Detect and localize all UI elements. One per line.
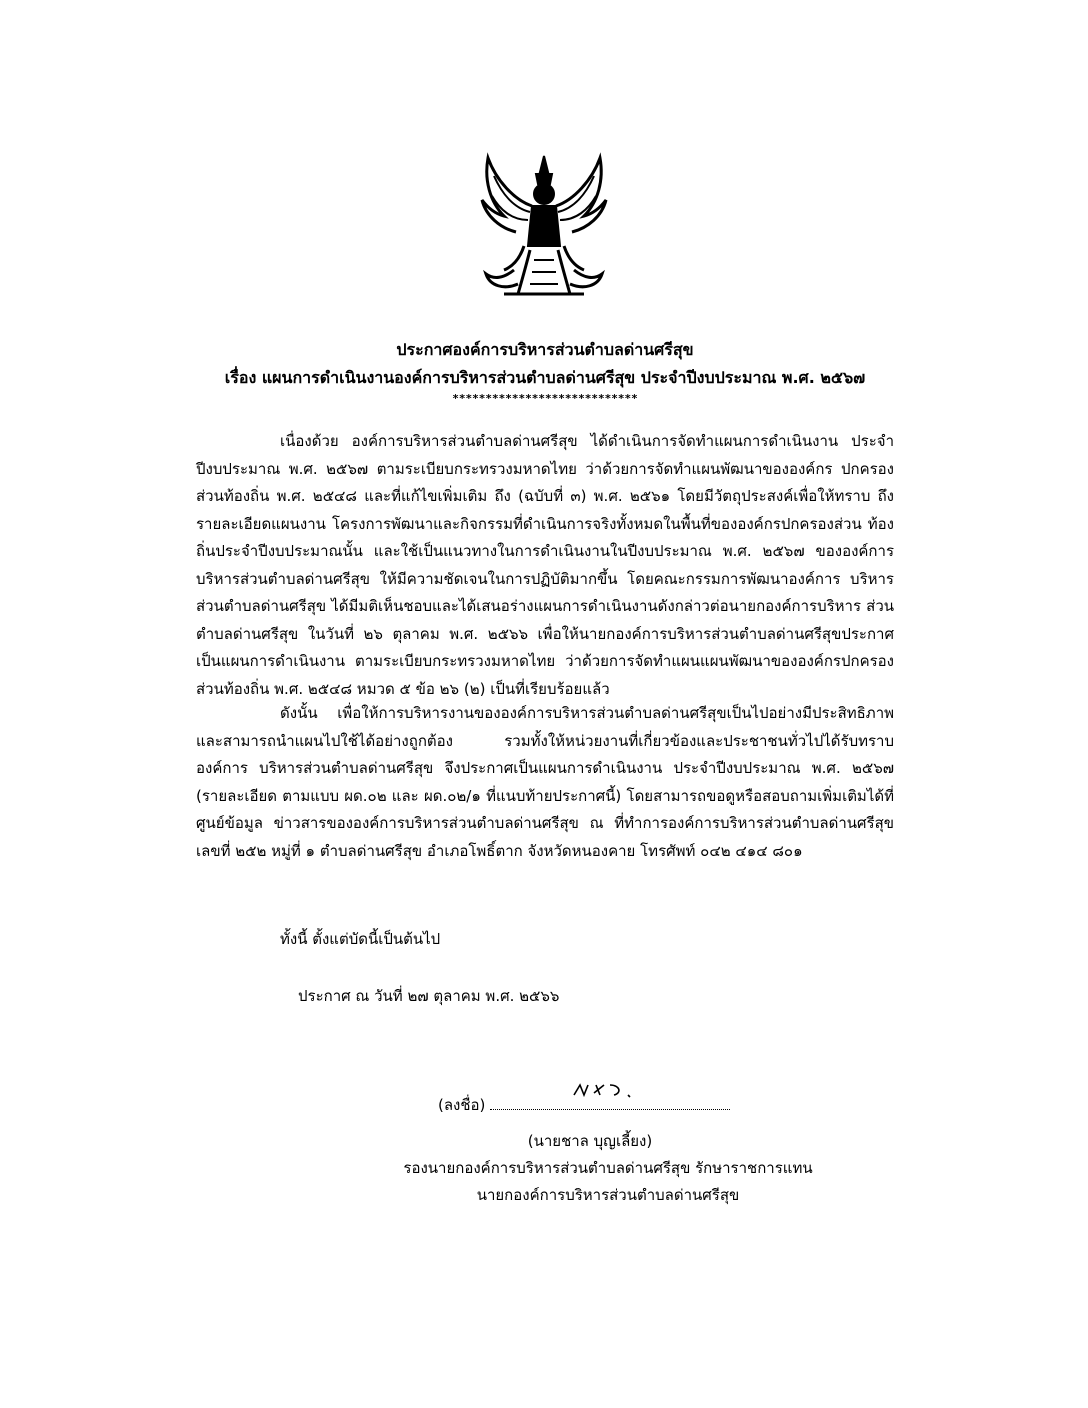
signature-dotted-line [490,1093,730,1110]
announcement-subject: เรื่อง แผนการดำเนินงานองค์การบริหารส่วนตำบลด่านศรีสุข ประจำปีงบประมาณ พ.ศ. ๒๕๖๗ [224,368,866,387]
announce-date: ประกาศ ณ วันที่ ๒๗ ตุลาคม พ.ศ. ๒๕๖๖ [298,987,560,1005]
body-paragraph-2: ดังนั้น เพื่อให้การบริหารงานขององค์การบริหารส่วนตำบลด่านศรีสุขเป็นไปอย่างมีประสิทธิภาพ และสามารถนำแผนไปใช้ได้อย่างถูกต้อง รวมทั้งให้หน่วยงานที่เกี่ยวข้องและประชาชนทั่วไปได้รับทราบ องค์การ บริหารส่วนตำบลด่านศรีสุข จึงประกาศเป็นแผนการดำเนินงาน ประจำปีงบประมาณ พ.ศ. ๒๕๖๗ (รายละเอียด ตามแบบ ผด.๐๒ และ ผด.๐๒/๑ ที่แนบท้ายประกาศนี้) โดยสามารถขอดูหรือสอบถามเพิ่มเติมได้ที่ศูนย์ข้อมูล ข่าวสารขององค์การบริหารส่วนตำบลด่านศรีสุข ณ ที่ทำการองค์การบริหารส่วนตำบลด่านศรีสุข เลขที่ ๒๕๒ หมู่ที่ ๑ ตำบลด่านศรีสุข อำเภอโพธิ์ตาก จังหวัดหนองคาย โทรศัพท์ ๐๔๒ ๔๑๔ ๘๐๑ [196,704,894,860]
separator-stars: **************************** [452,392,638,405]
body-paragraph-3: ทั้งนี้ ตั้งแต่บัดนี้เป็นต้นไป [280,930,441,948]
garuda-emblem-icon [474,150,614,300]
sign-label: (ลงชื่อ) [438,1096,486,1114]
announcement-title: ประกาศองค์การบริหารส่วนตำบลด่านศรีสุข [396,340,694,359]
handwritten-signature-icon [570,1079,650,1101]
signer-position-2: นายกองค์การบริหารส่วนตำบลด่านศรีสุข [476,1186,740,1204]
signature-line [438,1092,738,1118]
signer-position: รองนายกองค์การบริหารส่วนตำบลด่านศรีสุข รักษาราชการแทน [403,1159,813,1177]
signer-name: (นายชาล บุญเลี้ยง) [527,1132,653,1150]
body-paragraph-1: เนื่องด้วย องค์การบริหารส่วนตำบลด่านศรีสุข ได้ดำเนินการจัดทำแผนการดำเนินงาน ประจำปีงบประมาณ พ.ศ. ๒๕๖๗ ตามระเบียบกระทรวงมหาดไทย ว่าด้วยการจัดทำแผนพัฒนาขององค์กร ปกครองส่วนท้องถิ่น พ.ศ. ๒๕๔๘ และที่แก้ไขเพิ่มเติม ถึง (ฉบับที่ ๓) พ.ศ. ๒๕๖๑ โดยมีวัตถุประสงค์เพื่อให้ทราบ ถึงรายละเอียดแผนงาน โครงการพัฒนาและกิจกรรมที่ดำเนินการจริงทั้งหมดในพื้นที่ขององค์กรปกครองส่วน ท้องถิ่นประจำปีงบประมาณนั้น และใช้เป็นแนวทางในการดำเนินงานในปีงบประมาณ พ.ศ. ๒๕๖๗ ขององค์การบริหารส่วนตำบลด่านศรีสุข ให้มีความชัดเจนในการปฏิบัติมากขึ้น โดยคณะกรรมการพัฒนาองค์การ บริหารส่วนตำบลด่านศรีสุข ได้มีมติเห็นชอบและได้เสนอร่างแผนการดำเนินงานดังกล่าวต่อนายกองค์การบริหาร ส่วนตำบลด่านศรีสุข ในวันที่ ๒๖ ตุลาคม พ.ศ. ๒๕๖๖ เพื่อให้นายกองค์การบริหารส่วนตำบลด่านศรีสุขประกาศ เป็นแผนการดำเนินงาน ตามระเบียบกระทรวงมหาดไทย ว่าด้วยการจัดทำแผนแผนพัฒนาขององค์กรปกครอง ส่วนท้องถิ่น พ.ศ. ๒๕๔๘ หมวด ๕ ข้อ ๒๖ (๒) เป็นที่เรียบร้อยแล้ว [196,432,894,698]
